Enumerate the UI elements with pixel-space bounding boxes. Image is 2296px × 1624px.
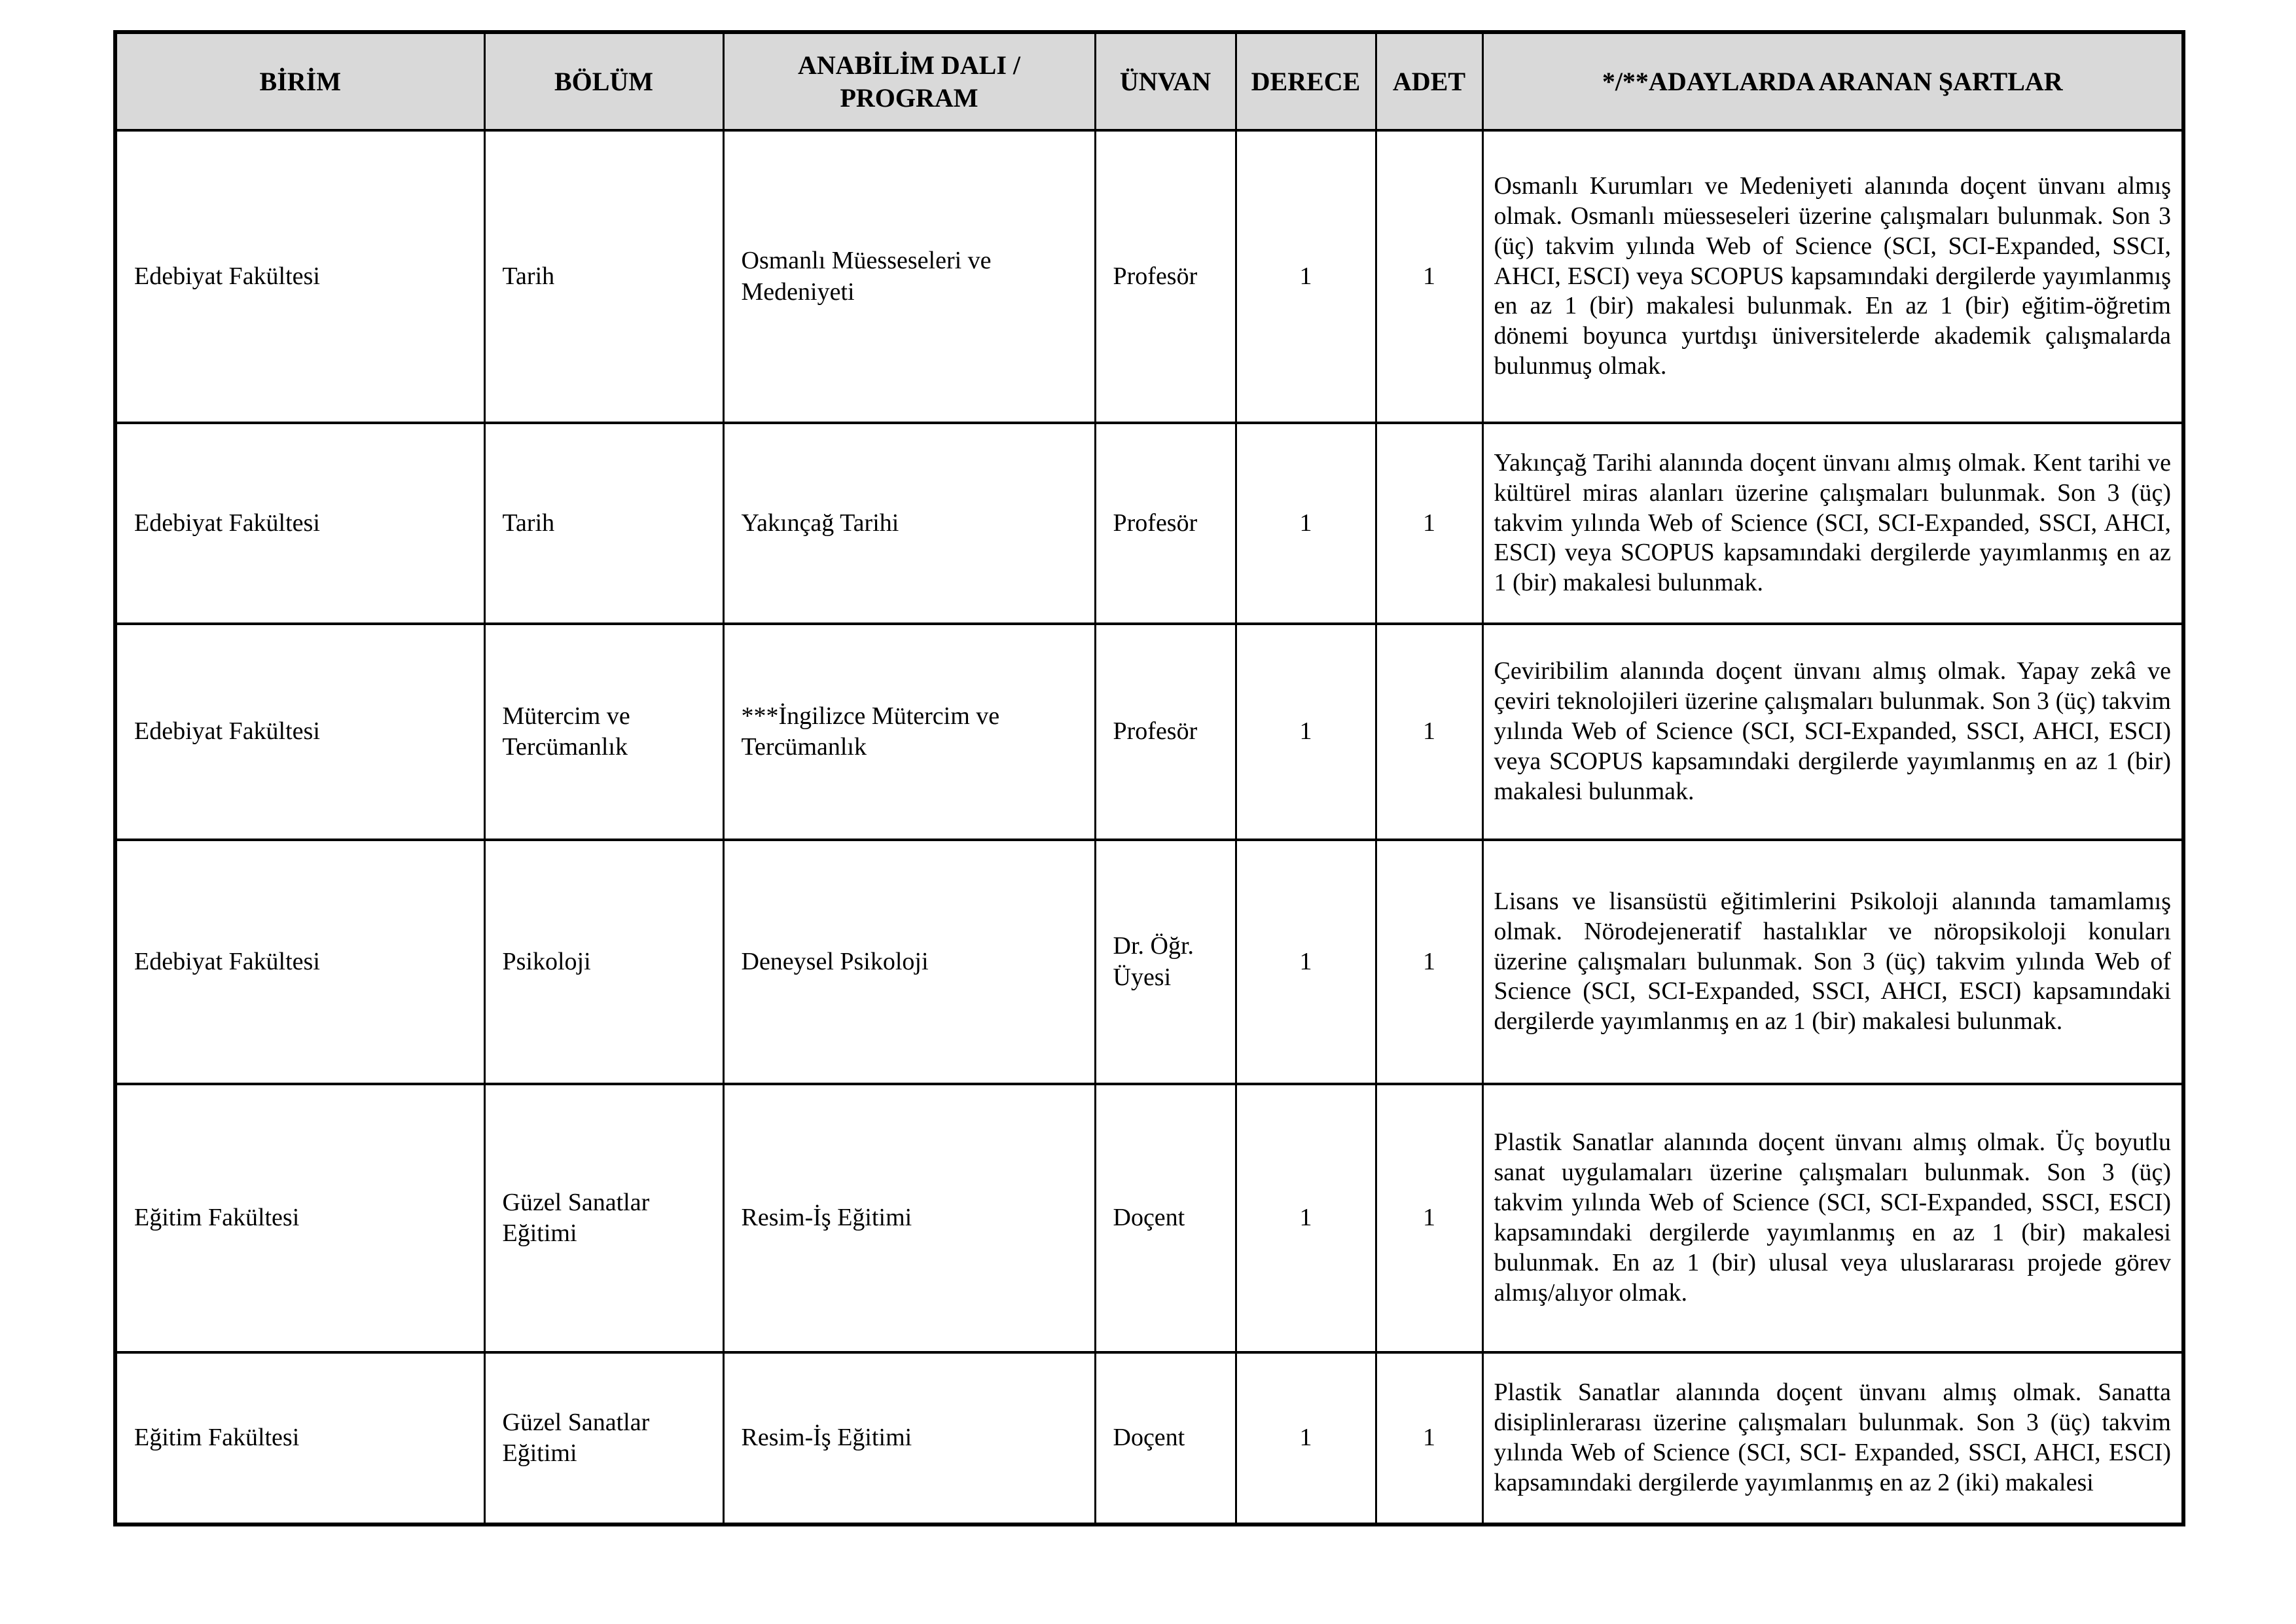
- cell-bolum: Güzel Sanatlar Eğitimi: [484, 1352, 723, 1525]
- cell-birim: Edebiyat Fakültesi: [115, 423, 484, 624]
- col-header-sartlar: */**ADAYLARDA ARANAN ŞARTLAR: [1482, 32, 2183, 130]
- cell-sartlar: Çeviribilim alanında doçent ünvanı almış olmak. Yapay zekâ ve çeviri teknolojileri üzerine çalışmaları bulunmak. Son 3 (üç) takvim yılında Web of Science (SCI, SCI-Expanded, SSCI, AHCI, ESCI) veya SCOPUS kapsamındaki dergilerde yayımlanmış en az 1 (bir) makalesi bulunmak.: [1482, 624, 2183, 840]
- cell-bolum: Mütercim ve Tercümanlık: [484, 624, 723, 840]
- cell-sartlar: Plastik Sanatlar alanında doçent ünvanı almış olmak. Üç boyutlu sanat uygulamaları üzerine çalışmaları bulunmak. Son 3 (üç) takvim yılında Web of Science (SCI, SCI-Expanded, SSCI, ESCI) kapsamındaki dergilerde yayımlanmış en az 1 (bir) makalesi bulunmak. En az 1 (bir) ulusal veya uluslararası projede görev almış/alıyor olmak.: [1482, 1084, 2183, 1352]
- cell-birim: Edebiyat Fakültesi: [115, 624, 484, 840]
- cell-anabilim: ***İngilizce Mütercim ve Tercümanlık: [723, 624, 1095, 840]
- cell-anabilim: Resim-İş Eğitimi: [723, 1084, 1095, 1352]
- cell-birim: Edebiyat Fakültesi: [115, 840, 484, 1084]
- cell-adet: 1: [1376, 624, 1482, 840]
- cell-birim: Edebiyat Fakültesi: [115, 130, 484, 423]
- col-header-birim: BİRİM: [115, 32, 484, 130]
- cell-bolum: Tarih: [484, 423, 723, 624]
- cell-anabilim: Resim-İş Eğitimi: [723, 1352, 1095, 1525]
- cell-anabilim: Deneysel Psikoloji: [723, 840, 1095, 1084]
- table-row: [115, 840, 2183, 1084]
- table-row: [115, 1352, 2183, 1525]
- cell-bolum: Tarih: [484, 130, 723, 423]
- header-row: [115, 32, 2183, 130]
- cell-bolum: Güzel Sanatlar Eğitimi: [484, 1084, 723, 1352]
- table-row: [115, 130, 2183, 423]
- col-header-adet: ADET: [1376, 32, 1482, 130]
- col-header-derece: DERECE: [1236, 32, 1376, 130]
- cell-unvan: Profesör: [1095, 423, 1236, 624]
- cell-bolum: Psikoloji: [484, 840, 723, 1084]
- cell-derece: 1: [1236, 130, 1376, 423]
- positions-table: [113, 30, 2185, 1526]
- cell-sartlar: Lisans ve lisansüstü eğitimlerini Psikoloji alanında tamamlamış olmak. Nörodejeneratif hastalıklar ve nöropsikoloji konuları üzerine çalışmaları bulunmak. Son 3 (üç) takvim yılında Web of Science (SCI, SCI-Expanded, SSCI, AHCI, ESCI) kapsamındaki dergilerde yayımlanmış en az 1 (bir) makalesi bulunmak.: [1482, 840, 2183, 1084]
- cell-unvan: Profesör: [1095, 624, 1236, 840]
- cell-unvan: Profesör: [1095, 130, 1236, 423]
- cell-birim: Eğitim Fakültesi: [115, 1084, 484, 1352]
- cell-anabilim: Osmanlı Müesseseleri ve Medeniyeti: [723, 130, 1095, 423]
- cell-derece: 1: [1236, 423, 1376, 624]
- cell-derece: 1: [1236, 1084, 1376, 1352]
- cell-sartlar: Yakınçağ Tarihi alanında doçent ünvanı almış olmak. Kent tarihi ve kültürel miras alanları üzerine çalışmaları bulunmak. Son 3 (üç) takvim yılında Web of Science (SCI, SCI-Expanded, SSCI, AHCI, ESCI) veya SCOPUS kapsamındaki dergilerde yayımlanmış en az 1 (bir) makalesi bulunmak.: [1482, 423, 2183, 624]
- cell-unvan: Dr. Öğr. Üyesi: [1095, 840, 1236, 1084]
- table-row: [115, 624, 2183, 840]
- cell-adet: 1: [1376, 423, 1482, 624]
- col-header-bolum: BÖLÜM: [484, 32, 723, 130]
- cell-sartlar: Osmanlı Kurumları ve Medeniyeti alanında doçent ünvanı almış olmak. Osmanlı müesseseleri üzerine çalışmaları bulunmak. Son 3 (üç) takvim yılında Web of Science (SCI, SCI-Expanded, SSCI, AHCI, ESCI) veya SCOPUS kapsamındaki dergilerde yayımlanmış en az 1 (bir) makalesi bulunmak. En az 1 (bir) eğitim-öğretim dönemi boyunca yurtdışı üniversitelerde akademik çalışmalarda bulunmuş olmak.: [1482, 130, 2183, 423]
- cell-anabilim: Yakınçağ Tarihi: [723, 423, 1095, 624]
- cell-unvan: Doçent: [1095, 1352, 1236, 1525]
- table-row: [115, 1084, 2183, 1352]
- cell-derece: 1: [1236, 840, 1376, 1084]
- cell-derece: 1: [1236, 624, 1376, 840]
- cell-adet: 1: [1376, 1084, 1482, 1352]
- cell-adet: 1: [1376, 1352, 1482, 1525]
- col-header-anabilim: ANABİLİM DALI / PROGRAM: [723, 32, 1095, 130]
- cell-adet: 1: [1376, 840, 1482, 1084]
- cell-derece: 1: [1236, 1352, 1376, 1525]
- cell-adet: 1: [1376, 130, 1482, 423]
- cell-birim: Eğitim Fakültesi: [115, 1352, 484, 1525]
- col-header-unvan: ÜNVAN: [1095, 32, 1236, 130]
- cell-unvan: Doçent: [1095, 1084, 1236, 1352]
- cell-sartlar: Plastik Sanatlar alanında doçent ünvanı almış olmak. Sanatta disiplinlerarası üzerine çalışmaları bulunmak. Son 3 (üç) takvim yılında Web of Science (SCI, SCI- Expanded, SSCI, AHCI, ESCI) kapsamındaki dergilerde yayımlanmış en az 2 (iki) makalesi: [1482, 1352, 2183, 1525]
- table-row: [115, 423, 2183, 624]
